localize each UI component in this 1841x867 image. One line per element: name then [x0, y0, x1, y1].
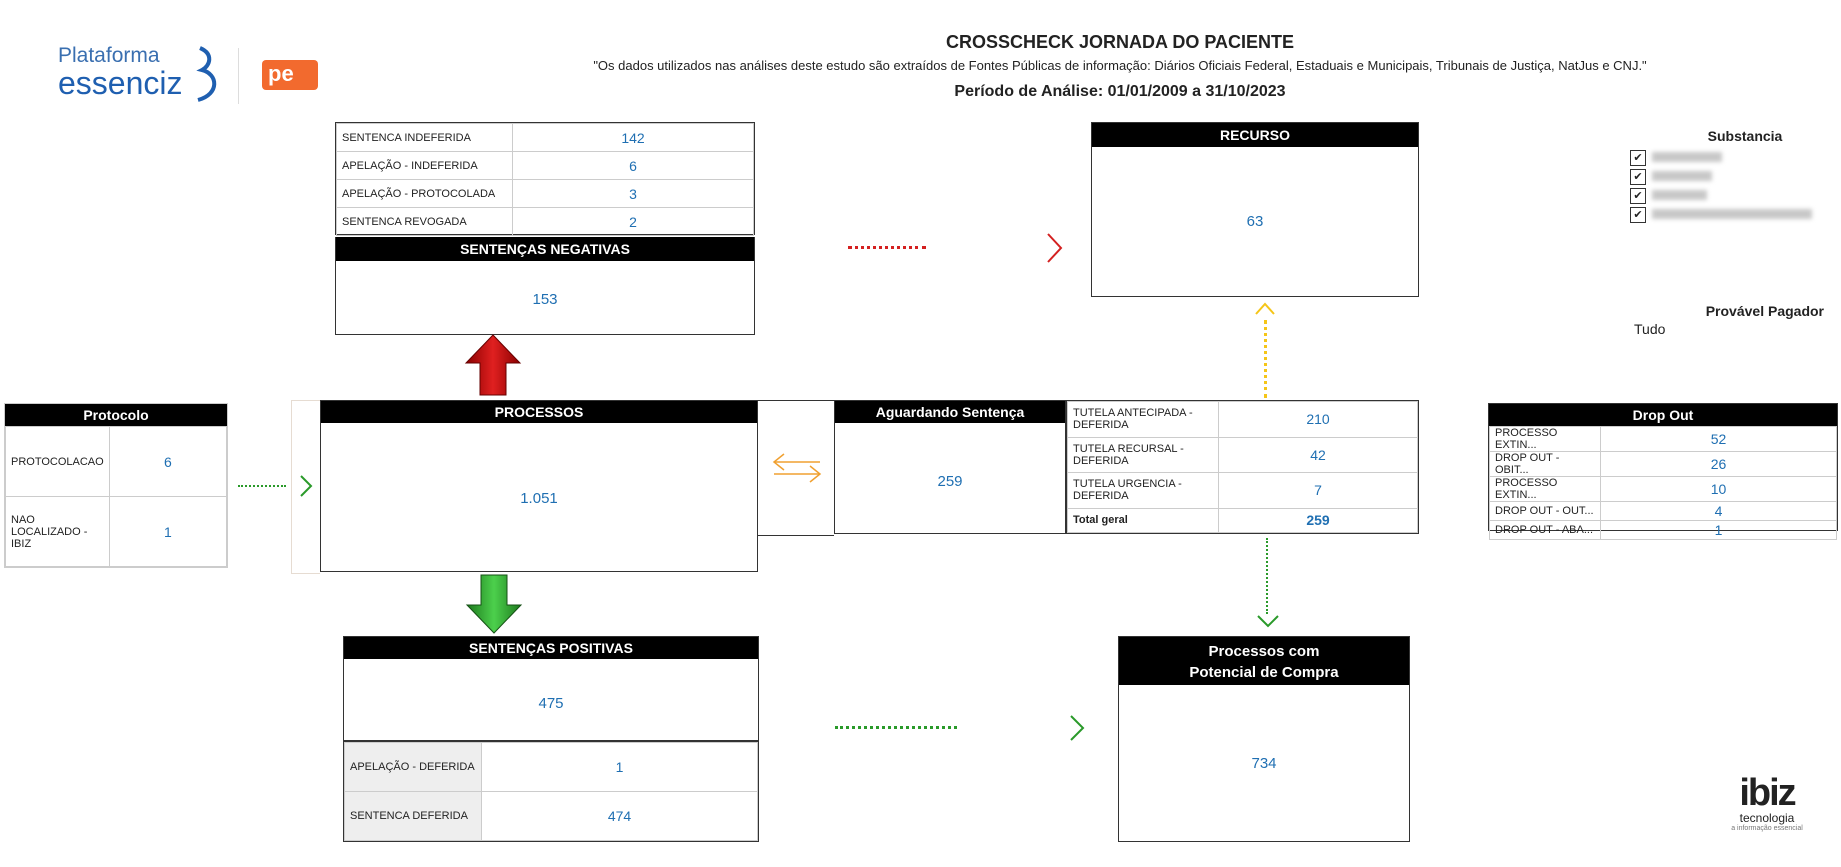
row-label: NAO LOCALIZADO - IBIZ: [6, 497, 110, 567]
sentencas-negativas-title: SENTENÇAS NEGATIVAS: [336, 237, 754, 261]
ibiz-logo: [1712, 772, 1822, 845]
red-up-arrow-icon: [464, 333, 522, 397]
logo-line1: Plataforma: [58, 44, 160, 67]
row-value: 42: [1219, 437, 1418, 473]
pagador-filter: [1634, 303, 1834, 337]
recurso-title: RECURSO: [1092, 123, 1418, 147]
aguardando-value[interactable]: 259: [937, 473, 963, 490]
substancia-item-label-redacted: [1652, 171, 1712, 181]
ibiz-logo-name: ibiz: [1739, 772, 1795, 814]
green-chevron-right-icon: [1068, 714, 1086, 742]
table-row[interactable]: [337, 180, 754, 208]
pe-logo-text: pe: [268, 61, 294, 86]
negativas-detail-table: [335, 122, 755, 235]
row-label: DROP OUT - OUT...: [1490, 502, 1601, 521]
row-label: DROP OUT - ABA...: [1490, 521, 1601, 540]
processos-side-frame: [291, 400, 320, 574]
row-label: TUTELA RECURSAL - DEFERIDA: [1068, 437, 1219, 473]
green-dotted-connector: [835, 726, 957, 729]
total-value: 259: [1219, 508, 1418, 532]
row-value: 1: [482, 743, 758, 792]
yellow-chevron-up-icon: [1254, 302, 1276, 316]
row-value: 10: [1601, 477, 1837, 502]
substancia-item-label-redacted: [1652, 190, 1707, 200]
green-chevron-down-icon: [1256, 614, 1280, 630]
sentencas-negativas-card: [335, 237, 755, 335]
page-subtitle: "Os dados utilizados nas análises deste estudo são extraídos de Fontes Públicas de informação: Diários Oficiais Federal, Estaduais e Municipais, Tribunais de Justiça, NatJus e CNJ.": [593, 58, 1647, 73]
table-row[interactable]: [345, 792, 758, 841]
substancia-item-label-redacted: [1652, 152, 1722, 162]
table-row[interactable]: [1068, 473, 1418, 509]
row-label: PROTOCOLACAO: [6, 427, 110, 497]
row-value: 142: [513, 124, 754, 152]
table-total-row[interactable]: [1068, 508, 1418, 532]
row-value: 52: [1601, 427, 1837, 452]
row-value: 7: [1219, 473, 1418, 509]
table-row[interactable]: [1068, 402, 1418, 438]
yellow-dotted-connector: [1264, 320, 1267, 398]
page-title: CROSSCHECK JORNADA DO PACIENTE: [945, 32, 1295, 52]
checkbox-icon[interactable]: ✔: [1630, 169, 1646, 185]
row-label: TUTELA URGENCIA - DEFERIDA: [1068, 473, 1219, 509]
row-label: APELAÇÃO - PROTOCOLADA: [337, 180, 513, 208]
processos-value[interactable]: 1.051: [520, 490, 558, 507]
row-label: DROP OUT - OBIT...: [1490, 452, 1601, 477]
dropout-table: [1489, 426, 1837, 540]
green-small-connector: [238, 485, 286, 487]
total-label: Total geral: [1068, 508, 1219, 532]
protocolo-table: [5, 426, 227, 567]
table-row[interactable]: [345, 743, 758, 792]
compra-title-line2: Potencial de Compra: [1189, 664, 1339, 681]
aguardando-title: Aguardando Sentença: [835, 401, 1065, 423]
ibiz-logo-line2: a informação essencial: [1731, 825, 1803, 832]
table-row[interactable]: [337, 152, 754, 180]
table-row[interactable]: [337, 124, 754, 152]
green-vertical-connector: [1266, 538, 1268, 614]
compra-title: [1119, 637, 1409, 685]
substancia-item[interactable]: [1630, 167, 1830, 186]
table-row[interactable]: [1490, 427, 1837, 452]
checkbox-icon[interactable]: ✔: [1630, 150, 1646, 166]
table-row[interactable]: [1490, 452, 1837, 477]
substancia-item[interactable]: [1630, 148, 1830, 167]
processos-title: PROCESSOS: [321, 401, 757, 423]
row-label: APELAÇÃO - DEFERIDA: [345, 743, 482, 792]
row-label: SENTENCA REVOGADA: [337, 208, 513, 236]
row-value: 6: [513, 152, 754, 180]
row-value: 6: [109, 427, 226, 497]
protocolo-title: Protocolo: [5, 404, 227, 426]
table-row[interactable]: [1490, 502, 1837, 521]
compra-card: [1118, 636, 1410, 842]
row-label: SENTENCA INDEFERIDA: [337, 124, 513, 152]
row-label: TUTELA ANTECIPADA - DEFERIDA: [1068, 402, 1219, 438]
row-value: 474: [482, 792, 758, 841]
substancia-item[interactable]: [1630, 186, 1830, 205]
pagador-title: Provável Pagador: [1705, 303, 1824, 319]
orange-double-arrow-icon: [770, 450, 824, 486]
row-label: PROCESSO EXTIN...: [1490, 477, 1601, 502]
substancia-item[interactable]: [1630, 205, 1830, 224]
checkbox-icon[interactable]: ✔: [1630, 207, 1646, 223]
table-row[interactable]: [1490, 521, 1837, 540]
substancia-title: Substancia: [1707, 128, 1783, 144]
table-row[interactable]: [6, 497, 227, 567]
row-label: SENTENCA DEFERIDA: [345, 792, 482, 841]
ibiz-logo-line1: tecnologia: [1739, 811, 1795, 825]
green-down-arrow-icon: [465, 573, 523, 635]
red-dotted-connector: [848, 246, 926, 249]
sentencas-positivas-card: [343, 636, 759, 742]
sentencas-negativas-value[interactable]: 153: [532, 291, 558, 308]
checkbox-icon[interactable]: ✔: [1630, 188, 1646, 204]
compra-value[interactable]: 734: [1251, 755, 1277, 772]
negativas-table: [336, 123, 754, 236]
positivas-table: [344, 742, 758, 841]
row-value: 2: [513, 208, 754, 236]
sentencas-positivas-title: SENTENÇAS POSITIVAS: [344, 637, 758, 659]
sentencas-positivas-value[interactable]: 475: [538, 695, 564, 712]
table-row[interactable]: [1068, 437, 1418, 473]
compra-title-line1: Processos com: [1208, 643, 1320, 660]
aguardando-card: [834, 400, 1066, 534]
row-value: 4: [1601, 502, 1837, 521]
table-row[interactable]: [6, 427, 227, 497]
row-value: 26: [1601, 452, 1837, 477]
recurso-value[interactable]: 63: [1246, 213, 1264, 230]
table-row[interactable]: [1490, 477, 1837, 502]
logo-line2: essenciz: [58, 65, 183, 101]
row-value: 1: [1601, 521, 1837, 540]
table-row[interactable]: [337, 208, 754, 236]
row-value: 3: [513, 180, 754, 208]
tutela-table-card: [1066, 400, 1419, 534]
substancia-filter: [1630, 128, 1830, 224]
row-label: APELAÇÃO - INDEFERIDA: [337, 152, 513, 180]
row-label: PROCESSO EXTIN...: [1490, 427, 1601, 452]
dropout-card: [1488, 403, 1838, 538]
protocolo-card: [4, 403, 228, 568]
dropout-title: Drop Out: [1489, 404, 1837, 426]
pagador-value[interactable]: Tudo: [1634, 321, 1666, 337]
recurso-card: [1091, 122, 1419, 297]
substancia-item-label-redacted: [1652, 209, 1812, 219]
analysis-period: Período de Análise: 01/01/2009 a 31/10/2023: [954, 83, 1286, 100]
tutela-table: [1067, 401, 1418, 533]
red-chevron-icon: [1045, 232, 1065, 264]
row-value: 210: [1219, 402, 1418, 438]
row-value: 1: [109, 497, 226, 567]
positivas-detail-table: [343, 742, 759, 842]
processos-card: [320, 400, 758, 572]
